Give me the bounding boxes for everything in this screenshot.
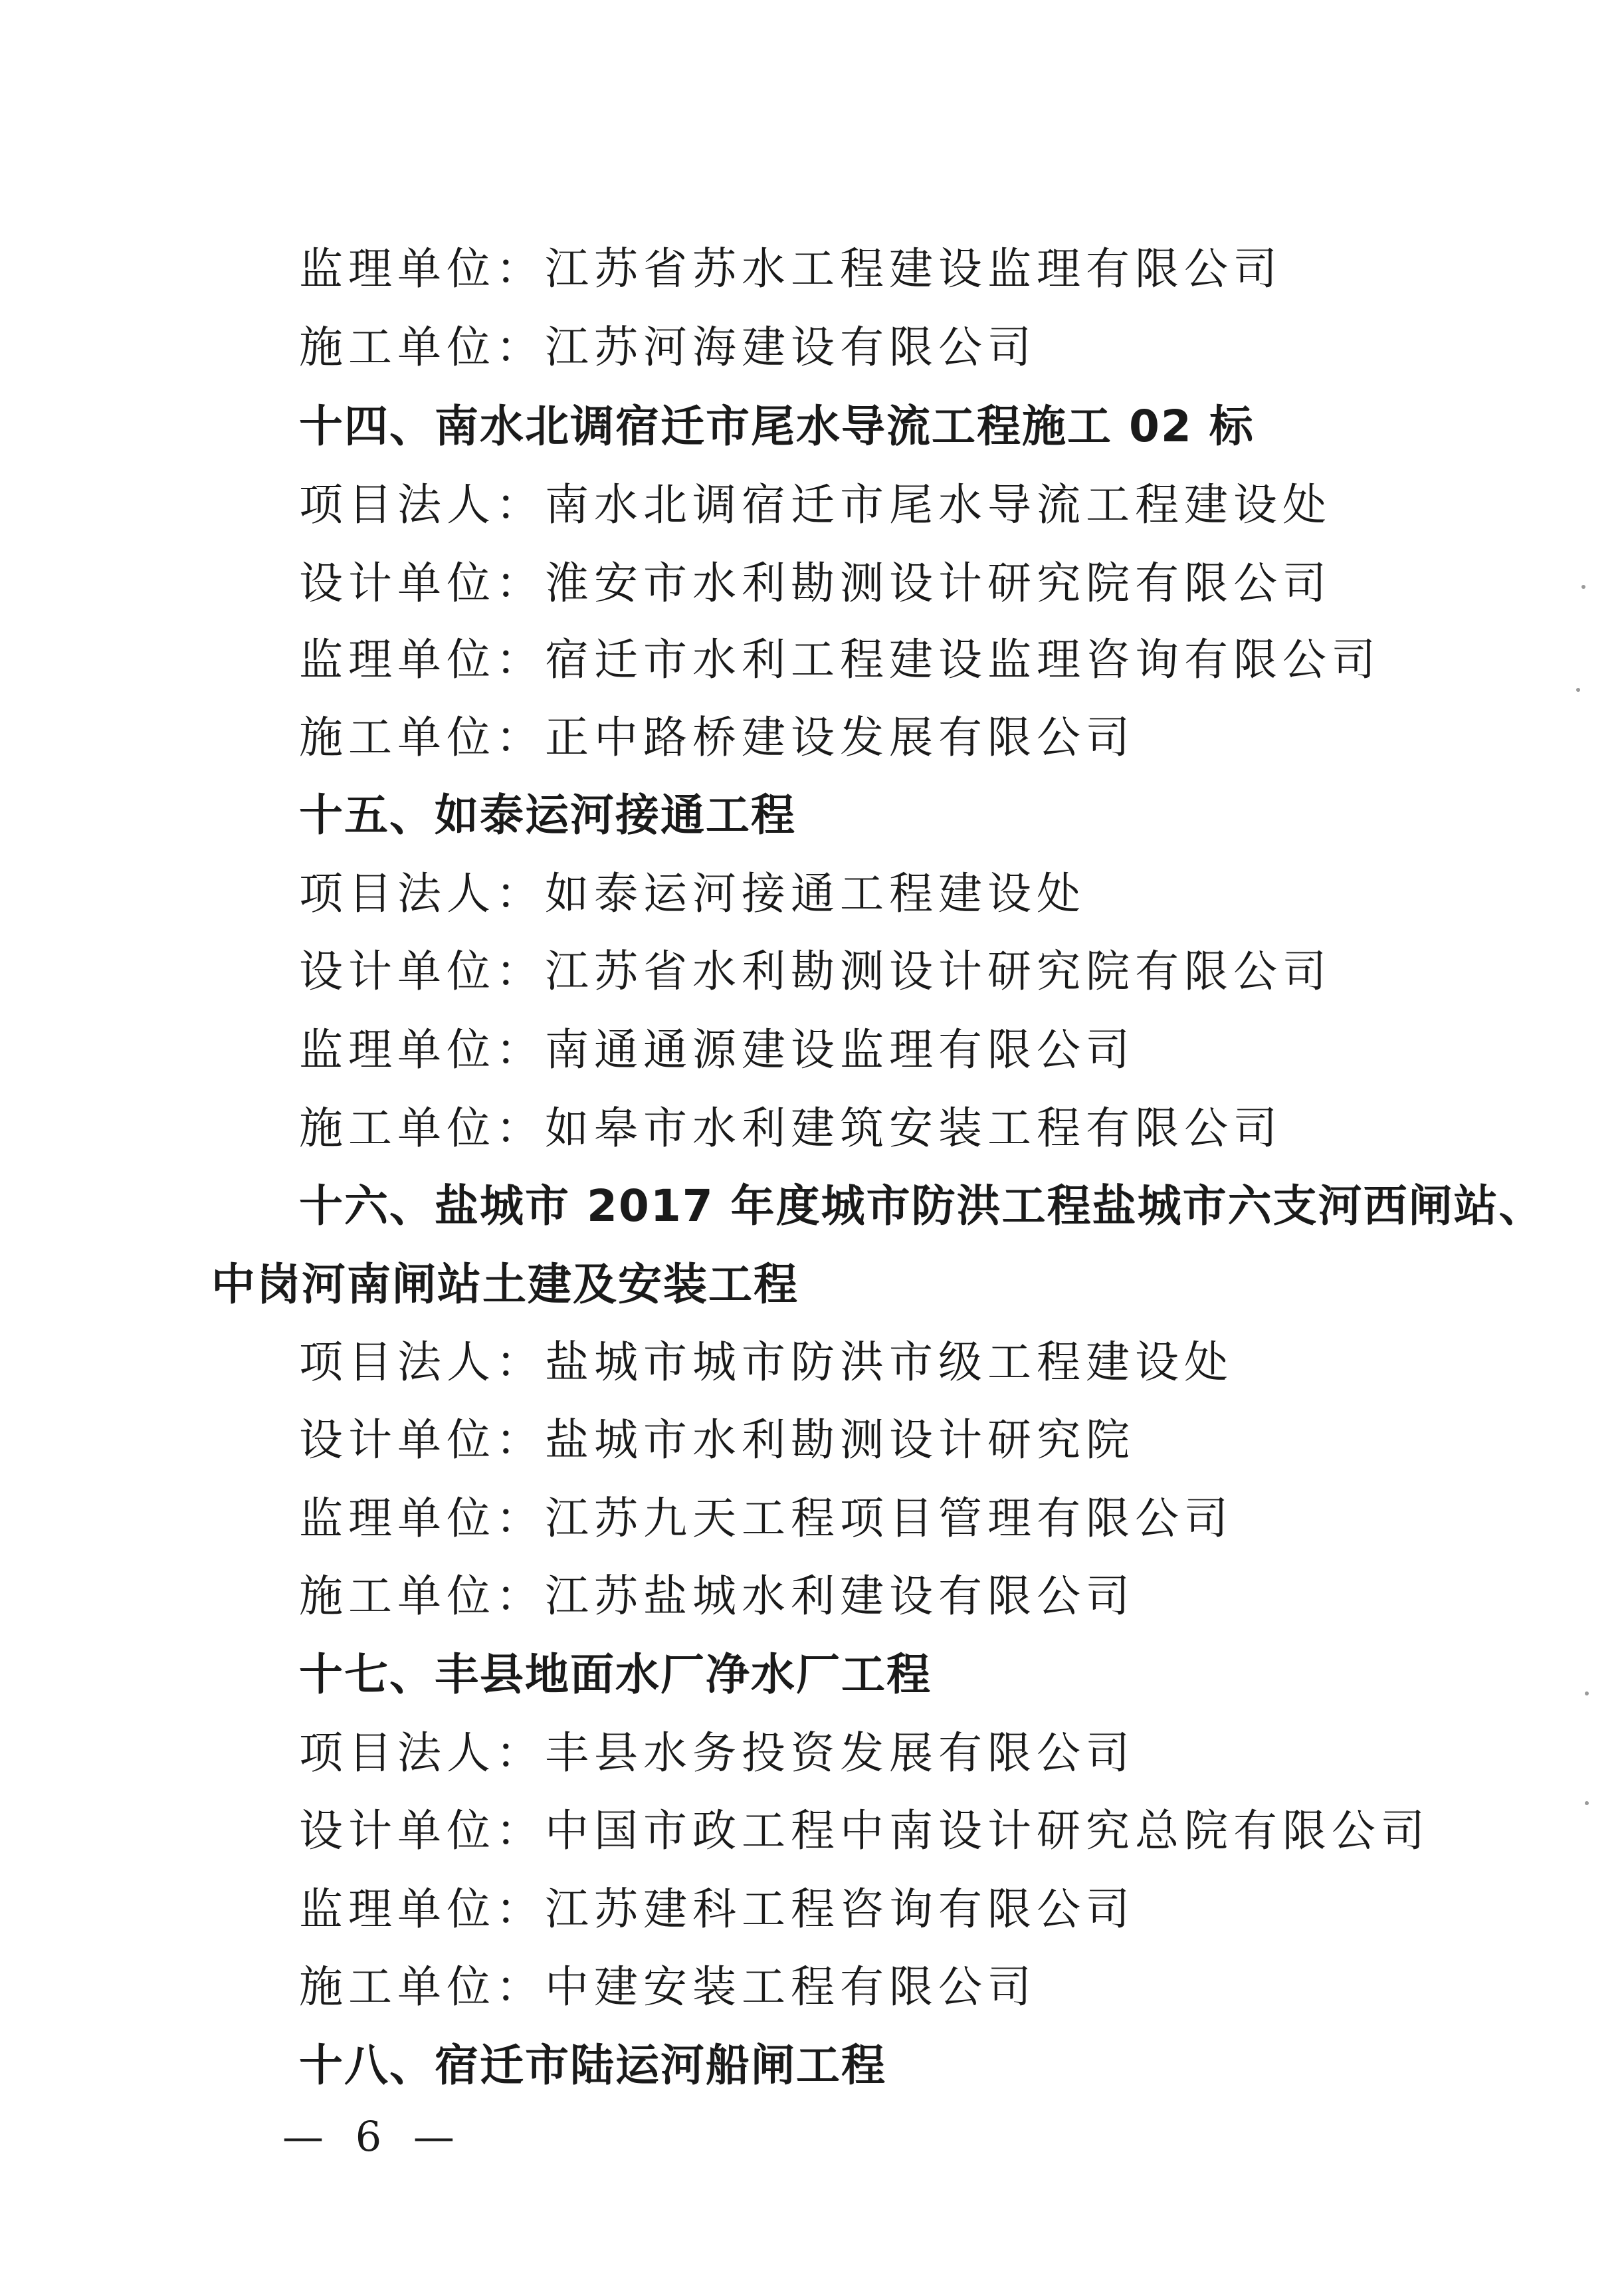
supervision-unit-line: 监理单位：宿迁市水利工程建设监理咨询有限公司 [299,634,1381,685]
section-heading-15: 十五、如泰运河接通工程 [299,790,796,841]
scan-speck [1581,585,1585,589]
project-owner-line: 项目法人：如泰运河接通工程建设处 [299,868,1086,919]
supervision-unit-line: 监理单位：江苏省苏水工程建设监理有限公司 [299,243,1282,294]
scan-speck [1585,1801,1589,1805]
construction-unit-line: 施工单位：如皋市水利建筑安装工程有限公司 [299,1103,1282,1154]
scan-speck [1585,1691,1589,1695]
design-unit-line: 设计单位：江苏省水利勘测设计研究院有限公司 [299,946,1332,997]
section-heading-16-continued: 中岗河南闸站土建及安装工程 [211,1259,799,1310]
supervision-unit-line: 监理单位：江苏九天工程项目管理有限公司 [299,1493,1233,1544]
project-owner-line: 项目法人：盐城市城市防洪市级工程建设处 [299,1337,1233,1388]
scan-speck [1576,688,1580,692]
construction-unit-line: 施工单位：江苏河海建设有限公司 [299,322,1037,373]
section-heading-14: 十四、南水北调宿迁市尾水导流工程施工 02 标 [299,401,1255,452]
project-owner-line: 项目法人：南水北调宿迁市尾水导流工程建设处 [299,479,1332,530]
design-unit-line: 设计单位：盐城市水利勘测设计研究院 [299,1414,1135,1466]
page-number: — 6 — [282,2112,464,2161]
construction-unit-line: 施工单位：正中路桥建设发展有限公司 [299,712,1135,763]
construction-unit-line: 施工单位：中建安装工程有限公司 [299,1961,1037,2012]
section-heading-18: 十八、宿迁市陆运河船闸工程 [299,2040,886,2091]
section-heading-17: 十七、丰县地面水厂净水厂工程 [299,1649,932,1700]
section-heading-16: 十六、盐城市 2017 年度城市防洪工程盐城市六支河西闸站、 [299,1180,1544,1232]
project-owner-line: 项目法人：丰县水务投资发展有限公司 [299,1727,1135,1779]
supervision-unit-line: 监理单位：江苏建科工程咨询有限公司 [299,1884,1135,1935]
supervision-unit-line: 监理单位：南通通源建设监理有限公司 [299,1024,1135,1075]
construction-unit-line: 施工单位：江苏盐城水利建设有限公司 [299,1571,1135,1622]
design-unit-line: 设计单位：中国市政工程中南设计研究总院有限公司 [299,1805,1430,1856]
design-unit-line: 设计单位：淮安市水利勘测设计研究院有限公司 [299,558,1332,609]
